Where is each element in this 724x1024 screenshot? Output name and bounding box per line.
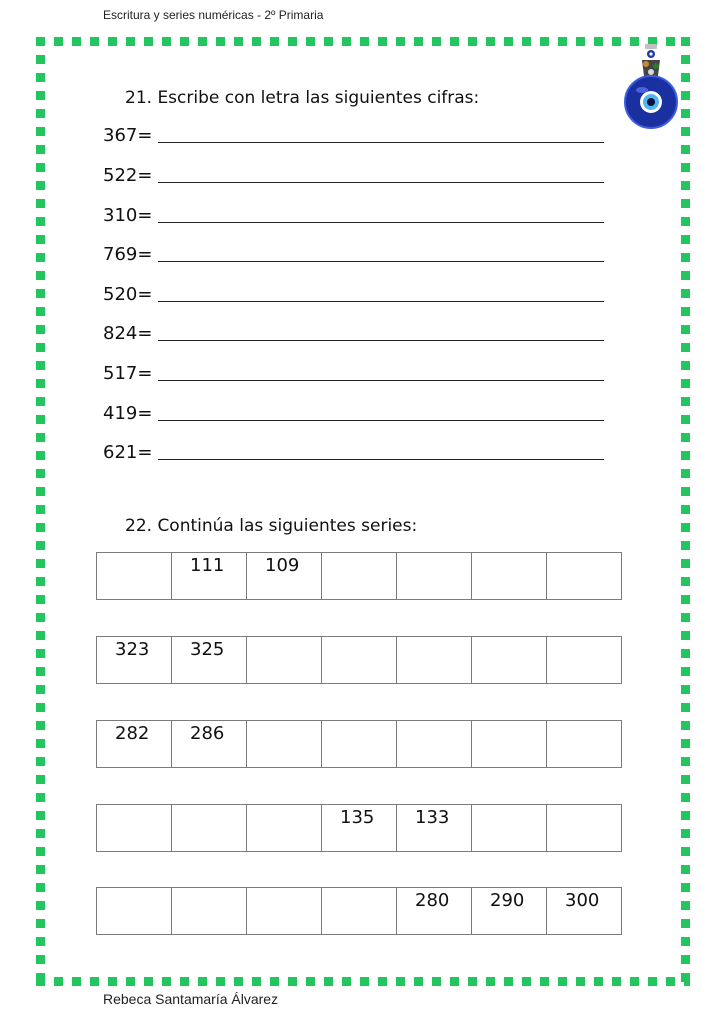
series-row-4 (96, 804, 622, 852)
series-row-2 (96, 636, 622, 684)
series-cell[interactable]: 290 (472, 888, 547, 935)
series-cell[interactable] (247, 721, 322, 768)
series-cell[interactable]: 325 (172, 637, 247, 684)
series-cell[interactable] (247, 888, 322, 935)
series-cell[interactable]: 282 (97, 721, 172, 768)
series-cell[interactable]: 280 (397, 888, 472, 935)
exercise-21-title: 21. Escribe con letra las siguientes cifras: (125, 88, 480, 108)
number-label: 621= (103, 442, 153, 463)
series-cell[interactable] (547, 637, 622, 684)
answer-line[interactable] (158, 204, 604, 223)
answer-row-6 (103, 320, 613, 344)
answer-row-9 (103, 439, 613, 463)
series-row-5 (96, 887, 622, 935)
answer-line[interactable] (158, 322, 604, 341)
page-header: Escritura y series numéricas - 2º Primaria (103, 8, 324, 22)
number-label: 520= (103, 284, 153, 305)
number-label: 517= (103, 363, 153, 384)
border-right (681, 37, 690, 986)
series-cell[interactable] (322, 553, 397, 600)
answer-line[interactable] (158, 164, 604, 183)
series-row-1 (96, 552, 622, 600)
number-label: 522= (103, 165, 153, 186)
series-cell[interactable] (97, 805, 172, 852)
answer-row-2 (103, 162, 613, 186)
series-cell[interactable] (397, 637, 472, 684)
series-cell[interactable] (247, 637, 322, 684)
answer-row-3 (103, 202, 613, 226)
series-cell[interactable]: 135 (322, 805, 397, 852)
answer-row-7 (103, 360, 613, 384)
border-top (36, 37, 690, 46)
answer-row-4 (103, 241, 613, 265)
exercise-22-title: 22. Continúa las siguientes series: (125, 516, 418, 536)
evil-eye-amulet-icon (622, 42, 680, 132)
page-footer: Rebeca Santamaría Álvarez (103, 991, 279, 1007)
series-cell[interactable] (397, 721, 472, 768)
number-label: 310= (103, 205, 153, 226)
series-cell[interactable] (97, 888, 172, 935)
series-cell[interactable]: 300 (547, 888, 622, 935)
series-cell[interactable] (472, 637, 547, 684)
answer-row-8 (103, 400, 613, 424)
series-cell[interactable] (472, 721, 547, 768)
series-cell[interactable] (397, 553, 472, 600)
number-label: 769= (103, 244, 153, 265)
border-left (36, 37, 45, 986)
series-cell[interactable] (172, 888, 247, 935)
answer-line[interactable] (158, 362, 604, 381)
number-label: 367= (103, 125, 153, 146)
series-cell[interactable]: 286 (172, 721, 247, 768)
answer-line[interactable] (158, 283, 604, 302)
answer-line[interactable] (158, 402, 604, 421)
series-cell[interactable] (547, 553, 622, 600)
answer-line[interactable] (158, 243, 604, 262)
series-cell[interactable] (472, 553, 547, 600)
series-cell[interactable]: 111 (172, 553, 247, 600)
series-cell[interactable] (322, 888, 397, 935)
number-label: 419= (103, 403, 153, 424)
series-cell[interactable] (547, 721, 622, 768)
series-cell[interactable] (247, 805, 322, 852)
answer-line[interactable] (158, 124, 604, 143)
number-label: 824= (103, 323, 153, 344)
series-cell[interactable] (547, 805, 622, 852)
series-cell[interactable]: 323 (97, 637, 172, 684)
series-cell[interactable] (172, 805, 247, 852)
series-cell[interactable] (472, 805, 547, 852)
series-row-3 (96, 720, 622, 768)
answer-row-1 (103, 122, 613, 146)
answer-row-5 (103, 281, 613, 305)
border-bottom (36, 977, 690, 986)
series-cell[interactable]: 109 (247, 553, 322, 600)
series-cell[interactable] (322, 721, 397, 768)
series-cell[interactable] (97, 553, 172, 600)
series-cell[interactable]: 133 (397, 805, 472, 852)
answer-line[interactable] (158, 441, 604, 460)
series-cell[interactable] (322, 637, 397, 684)
